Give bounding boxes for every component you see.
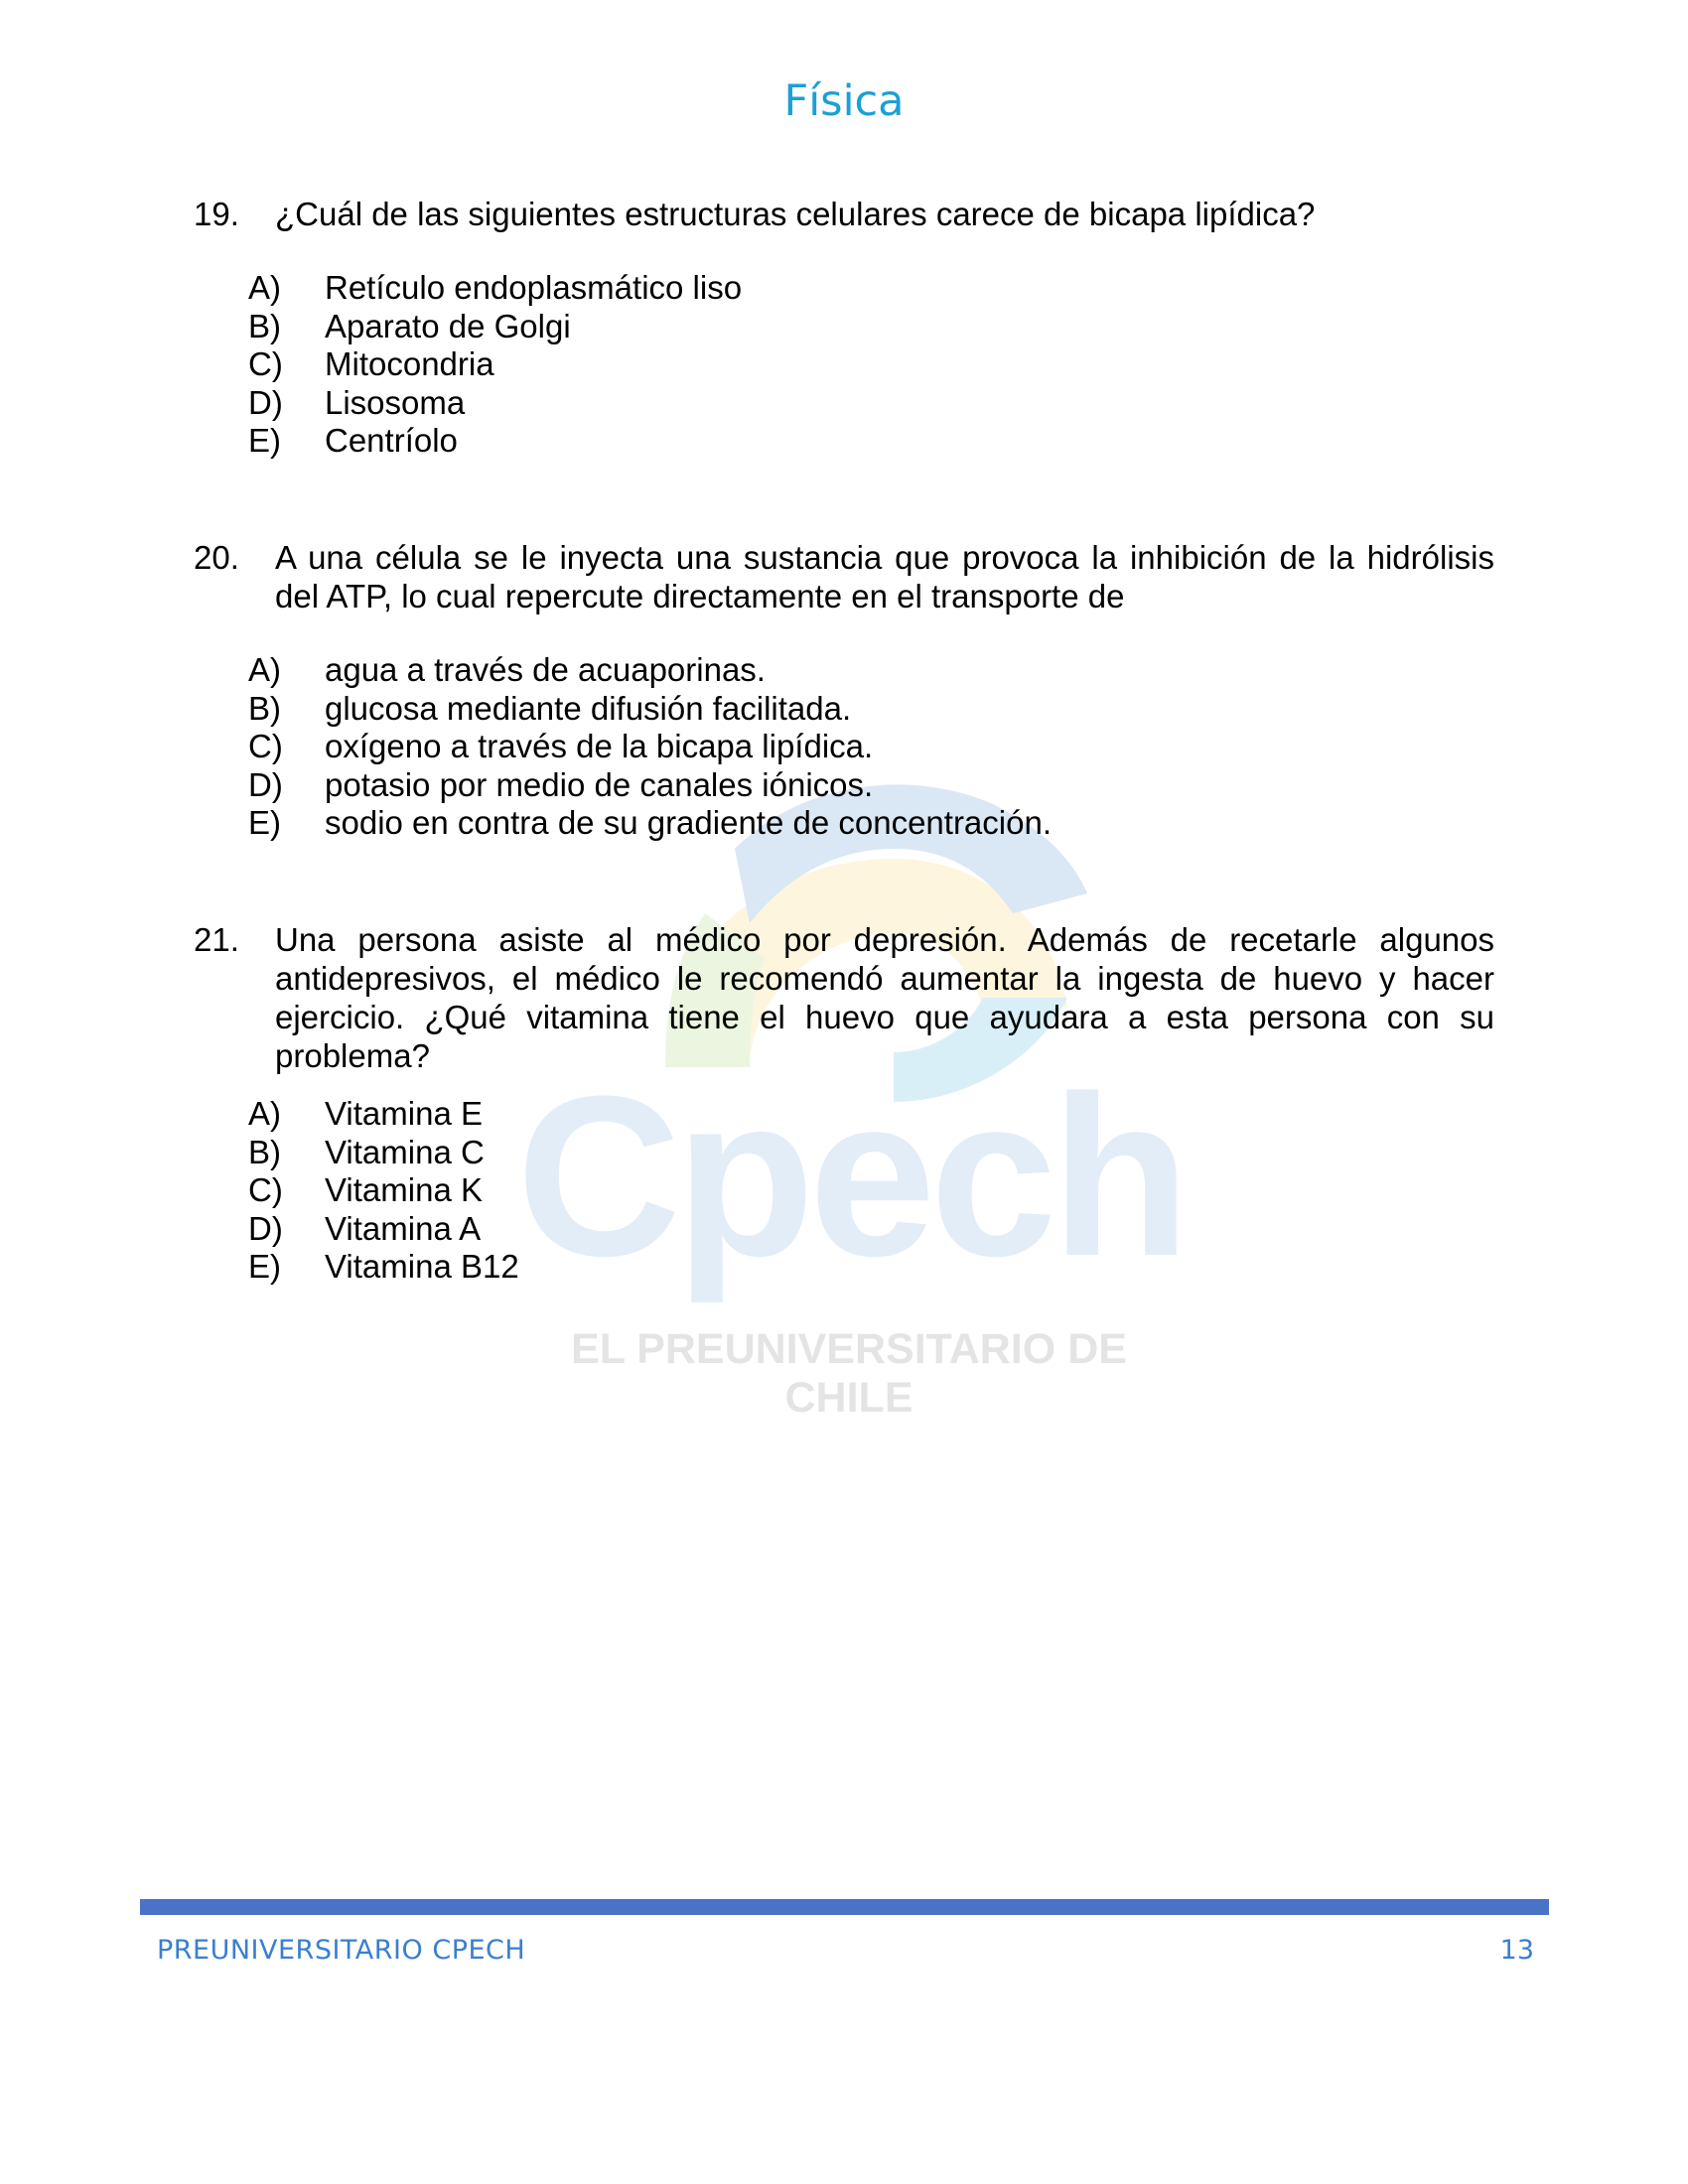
question-19 — [194, 195, 1494, 461]
option-letter: C) — [248, 1171, 283, 1209]
page-title: Física — [783, 76, 905, 126]
option-letter: A) — [248, 1095, 281, 1132]
option-text: oxígeno a través de la bicapa lipídica. — [325, 728, 874, 765]
question-text: A una célula se le inyecta una sustancia que provoca la inhibición de la hidrólisis del ATP, lo cual repercute directamente en el transporte de — [275, 539, 1494, 614]
option-c[interactable] — [248, 728, 1494, 766]
question-number: 19. — [194, 196, 239, 232]
option-letter: B) — [248, 1133, 281, 1170]
option-text: Centríolo — [325, 422, 458, 460]
option-letter: B) — [248, 689, 281, 727]
option-letter: C) — [248, 728, 283, 765]
option-text: Vitamina E — [325, 1095, 483, 1132]
question-20 — [194, 538, 1494, 843]
answer-options — [248, 651, 1494, 843]
option-letter: E) — [248, 422, 281, 460]
answer-options — [248, 269, 1494, 461]
question-number: 20. — [194, 539, 239, 576]
option-text: agua a través de acuaporinas. — [325, 651, 766, 688]
option-b[interactable] — [248, 690, 1494, 729]
option-letter: E) — [248, 1248, 281, 1286]
watermark-tagline: EL PREUNIVERSITARIO DE CHILE — [571, 1325, 1127, 1422]
footer-divider — [140, 1899, 1549, 1915]
option-text: potasio por medio de canales iónicos. — [325, 765, 874, 803]
answer-options — [248, 1095, 1494, 1287]
option-c[interactable] — [248, 1171, 1494, 1210]
option-d[interactable] — [248, 384, 1494, 423]
footer-publisher: PREUNIVERSITARIO CPECH — [157, 1935, 526, 1966]
option-d[interactable] — [248, 766, 1494, 805]
option-d[interactable] — [248, 1210, 1494, 1249]
option-a[interactable] — [248, 1095, 1494, 1134]
option-text: Lisosoma — [325, 383, 466, 421]
question-21 — [194, 920, 1494, 1287]
question-text: ¿Cuál de las siguientes estructuras celulares carece de bicapa lipídica? — [275, 196, 1316, 232]
question-text: Una persona asiste al médico por depresión. Además de recetarle algunos antidepresivos, el médico le recomendó aumentar la ingesta de huevo y hacer ejercicio. ¿Qué vitamina tiene el huevo que ayudara a esta persona con su problema? — [275, 921, 1494, 1074]
option-e[interactable] — [248, 422, 1494, 461]
option-letter: C) — [248, 345, 283, 383]
option-a[interactable] — [248, 269, 1494, 308]
option-letter: A) — [248, 651, 281, 688]
option-text: Vitamina B12 — [325, 1248, 519, 1286]
option-c[interactable] — [248, 345, 1494, 384]
option-b[interactable] — [248, 1134, 1494, 1172]
option-e[interactable] — [248, 1248, 1494, 1287]
question-number: 21. — [194, 921, 239, 958]
page-number: 13 — [1499, 1935, 1534, 1966]
option-text: Retículo endoplasmático liso — [325, 269, 743, 306]
option-text: Vitamina C — [325, 1133, 485, 1170]
watermark-brand: Cpech — [516, 1048, 1185, 1303]
option-letter: D) — [248, 383, 283, 421]
option-letter: D) — [248, 1209, 283, 1247]
option-text: glucosa mediante difusión facilitada. — [325, 689, 852, 727]
option-e[interactable] — [248, 804, 1494, 843]
option-letter: A) — [248, 269, 281, 306]
option-text: Vitamina K — [325, 1171, 483, 1209]
option-text: sodio en contra de su gradiente de concentración. — [325, 804, 1052, 842]
option-text: Mitocondria — [325, 345, 494, 383]
option-letter: E) — [248, 804, 281, 842]
option-text: Vitamina A — [325, 1209, 482, 1247]
option-letter: B) — [248, 307, 281, 344]
option-a[interactable] — [248, 651, 1494, 690]
option-letter: D) — [248, 765, 283, 803]
option-b[interactable] — [248, 308, 1494, 346]
option-text: Aparato de Golgi — [325, 307, 571, 344]
